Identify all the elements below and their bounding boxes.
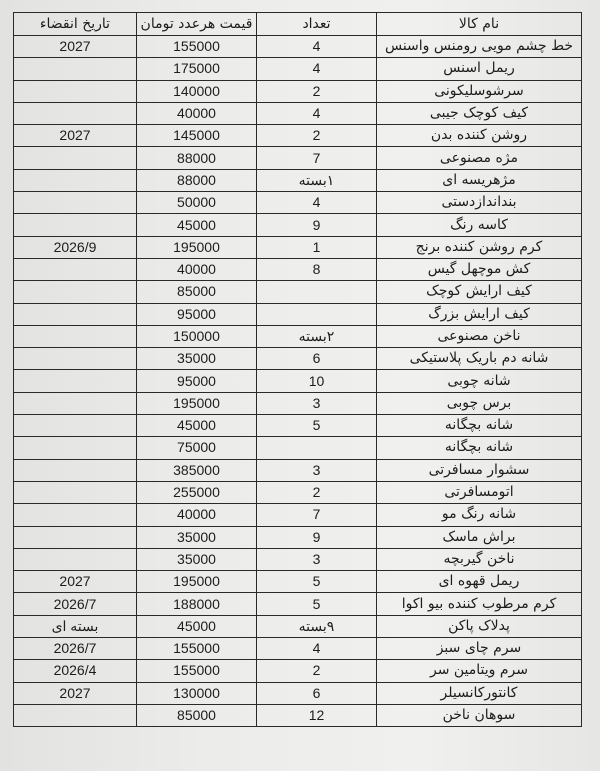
cell-name: شانه رنگ مو	[377, 504, 582, 526]
cell-name: شانه بچگانه	[377, 437, 582, 459]
cell-expiry	[14, 258, 137, 280]
cell-price: 150000	[137, 325, 257, 347]
table-row	[14, 169, 582, 191]
table-row	[14, 303, 582, 325]
table-row	[14, 682, 582, 704]
cell-name: ناخن گیربچه	[377, 548, 582, 570]
cell-price: 85000	[137, 281, 257, 303]
cell-qty: 2	[257, 125, 377, 147]
cell-expiry: 2027	[14, 125, 137, 147]
cell-name: کرم مرطوب کننده بیو اکوا	[377, 593, 582, 615]
cell-qty: 2	[257, 481, 377, 503]
cell-name: برس چوبی	[377, 392, 582, 414]
table-row	[14, 481, 582, 503]
cell-price: 88000	[137, 147, 257, 169]
table-row	[14, 58, 582, 80]
cell-qty	[257, 437, 377, 459]
cell-qty: 4	[257, 102, 377, 124]
cell-price: 35000	[137, 526, 257, 548]
table-row	[14, 392, 582, 414]
cell-price: 95000	[137, 370, 257, 392]
cell-name: شانه بچگانه	[377, 415, 582, 437]
cell-qty: 6	[257, 348, 377, 370]
cell-expiry	[14, 481, 137, 503]
cell-name: براش ماسک	[377, 526, 582, 548]
cell-name: سرشوسلیکونی	[377, 80, 582, 102]
cell-name: کانتورکانسیلر	[377, 682, 582, 704]
cell-price: 35000	[137, 548, 257, 570]
cell-qty: 5	[257, 415, 377, 437]
table-row	[14, 548, 582, 570]
cell-name: کاسه رنگ	[377, 214, 582, 236]
header-name: نام کالا	[377, 13, 582, 36]
cell-expiry	[14, 504, 137, 526]
table-row	[14, 660, 582, 682]
cell-price: 35000	[137, 348, 257, 370]
cell-expiry	[14, 303, 137, 325]
cell-qty: 9	[257, 526, 377, 548]
cell-price: 88000	[137, 169, 257, 191]
cell-qty: 3	[257, 459, 377, 481]
header-qty: تعداد	[257, 13, 377, 36]
header-row	[14, 13, 582, 36]
cell-expiry	[14, 459, 137, 481]
cell-name: شانه چوبی	[377, 370, 582, 392]
table-row	[14, 258, 582, 280]
cell-price: 140000	[137, 80, 257, 102]
cell-expiry	[14, 526, 137, 548]
table-row	[14, 102, 582, 124]
cell-price: 85000	[137, 704, 257, 726]
cell-name: کیف ارایش کوچک	[377, 281, 582, 303]
cell-price: 155000	[137, 638, 257, 660]
cell-qty: 7	[257, 504, 377, 526]
cell-qty: 5	[257, 571, 377, 593]
cell-name: ریمل قهوه ای	[377, 571, 582, 593]
inventory-table	[13, 12, 582, 727]
cell-price: 195000	[137, 571, 257, 593]
table-row	[14, 415, 582, 437]
table-row	[14, 571, 582, 593]
table-row	[14, 526, 582, 548]
cell-qty	[257, 303, 377, 325]
cell-expiry	[14, 704, 137, 726]
cell-name: مژهریسه ای	[377, 169, 582, 191]
cell-qty: ۹بسته	[257, 615, 377, 637]
cell-expiry	[14, 370, 137, 392]
cell-expiry	[14, 102, 137, 124]
cell-price: 175000	[137, 58, 257, 80]
table-row	[14, 704, 582, 726]
cell-expiry	[14, 147, 137, 169]
cell-expiry: 2026/9	[14, 236, 137, 258]
cell-name: کرم روشن کننده برنج	[377, 236, 582, 258]
cell-price: 385000	[137, 459, 257, 481]
cell-qty: 6	[257, 682, 377, 704]
cell-name: بنداندازدستی	[377, 192, 582, 214]
cell-name: خط چشم مویی رومنس واسنس	[377, 36, 582, 58]
table-row	[14, 370, 582, 392]
cell-expiry: 2027	[14, 571, 137, 593]
cell-price: 95000	[137, 303, 257, 325]
cell-name: ریمل اسنس	[377, 58, 582, 80]
cell-qty: 12	[257, 704, 377, 726]
cell-name: کیف کوچک جیبی	[377, 102, 582, 124]
cell-qty: 2	[257, 80, 377, 102]
cell-price: 40000	[137, 258, 257, 280]
cell-name: کش موچهل گیس	[377, 258, 582, 280]
cell-price: 75000	[137, 437, 257, 459]
cell-expiry	[14, 548, 137, 570]
cell-expiry	[14, 415, 137, 437]
cell-qty: ۲بسته	[257, 325, 377, 347]
cell-expiry	[14, 392, 137, 414]
cell-expiry: 2026/4	[14, 660, 137, 682]
cell-price: 50000	[137, 192, 257, 214]
cell-price: 40000	[137, 504, 257, 526]
cell-name: کیف ارایش بزرگ	[377, 303, 582, 325]
table-row	[14, 125, 582, 147]
cell-qty: 1	[257, 236, 377, 258]
cell-expiry	[14, 192, 137, 214]
cell-price: 155000	[137, 36, 257, 58]
cell-price: 195000	[137, 236, 257, 258]
cell-price: 155000	[137, 660, 257, 682]
cell-price: 45000	[137, 415, 257, 437]
table-row	[14, 504, 582, 526]
cell-name: سوهان ناخن	[377, 704, 582, 726]
cell-expiry: 2026/7	[14, 638, 137, 660]
table-row	[14, 236, 582, 258]
cell-name: شانه دم باریک پلاستیکی	[377, 348, 582, 370]
cell-price: 195000	[137, 392, 257, 414]
table-row	[14, 437, 582, 459]
table-row	[14, 147, 582, 169]
cell-price: 145000	[137, 125, 257, 147]
table-row	[14, 325, 582, 347]
cell-qty: 5	[257, 593, 377, 615]
cell-qty	[257, 281, 377, 303]
cell-expiry: 2027	[14, 36, 137, 58]
cell-qty: 10	[257, 370, 377, 392]
cell-name: اتومسافرتی	[377, 481, 582, 503]
table-row	[14, 615, 582, 637]
table-row	[14, 80, 582, 102]
cell-expiry	[14, 58, 137, 80]
cell-qty: 3	[257, 548, 377, 570]
table-row	[14, 638, 582, 660]
cell-expiry: 2026/7	[14, 593, 137, 615]
table-row	[14, 36, 582, 58]
table-row	[14, 348, 582, 370]
cell-qty: 4	[257, 36, 377, 58]
cell-qty: 3	[257, 392, 377, 414]
cell-expiry	[14, 214, 137, 236]
cell-qty: 7	[257, 147, 377, 169]
cell-price: 45000	[137, 214, 257, 236]
table-row	[14, 214, 582, 236]
cell-name: پدلاک پاکن	[377, 615, 582, 637]
cell-name: روشن کننده بدن	[377, 125, 582, 147]
cell-price: 188000	[137, 593, 257, 615]
cell-expiry	[14, 169, 137, 191]
cell-expiry	[14, 281, 137, 303]
cell-expiry	[14, 80, 137, 102]
cell-qty: ۱بسته	[257, 169, 377, 191]
cell-expiry: 2027	[14, 682, 137, 704]
cell-qty: 4	[257, 58, 377, 80]
header-expiry: تاریخ انقضاء	[14, 13, 137, 36]
cell-expiry	[14, 325, 137, 347]
table-row	[14, 192, 582, 214]
cell-name: مژه مصنوعی	[377, 147, 582, 169]
cell-name: سرم چای سبز	[377, 638, 582, 660]
cell-qty: 4	[257, 638, 377, 660]
cell-expiry	[14, 437, 137, 459]
header-price: قیمت هرعدد تومان	[137, 13, 257, 36]
table-body	[14, 36, 582, 727]
cell-qty: 4	[257, 192, 377, 214]
cell-name: ناخن مصنوعی	[377, 325, 582, 347]
cell-price: 40000	[137, 102, 257, 124]
table-row	[14, 281, 582, 303]
cell-qty: 8	[257, 258, 377, 280]
cell-expiry	[14, 348, 137, 370]
cell-qty: 9	[257, 214, 377, 236]
cell-price: 45000	[137, 615, 257, 637]
cell-expiry: بسته ای	[14, 615, 137, 637]
cell-price: 255000	[137, 481, 257, 503]
cell-price: 130000	[137, 682, 257, 704]
table-row	[14, 459, 582, 481]
cell-name: سشوار مسافرتی	[377, 459, 582, 481]
table-row	[14, 593, 582, 615]
cell-qty: 2	[257, 660, 377, 682]
cell-name: سرم ویتامین سر	[377, 660, 582, 682]
